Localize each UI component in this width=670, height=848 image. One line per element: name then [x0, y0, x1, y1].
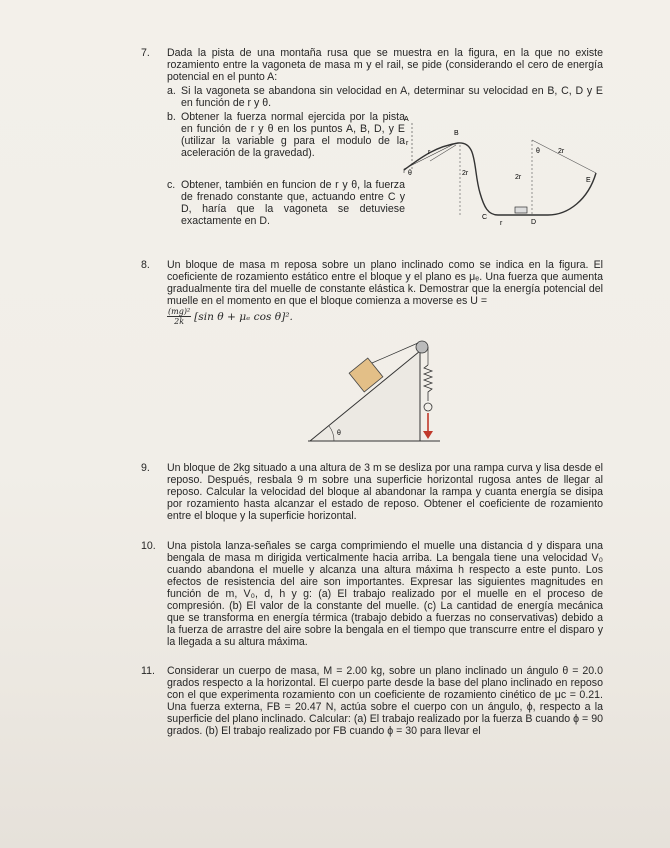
- problem-8-formula: [167, 307, 293, 326]
- spring: [424, 365, 432, 401]
- force-arrowhead: [423, 431, 433, 439]
- roller-coaster-figure: [398, 115, 603, 235]
- cart: [515, 207, 527, 213]
- part-letter: c.: [167, 179, 176, 191]
- spring-ring: [424, 403, 432, 411]
- problem-intro: Dada la pista de una montaña rusa que se muestra en la figura, en la que no existe rozamiento entre la vagoneta de masa m y el rail, se pide (considerando el cero de energía potencial en el punto A:: [167, 47, 603, 83]
- label-r-mid: r: [428, 149, 431, 156]
- label-r-bottom: r: [500, 220, 503, 227]
- formula-fraction: [167, 307, 191, 326]
- label-2r-right: 2r: [558, 148, 565, 155]
- label-theta-left: θ: [408, 170, 412, 177]
- part-text: Obtener la fuerza normal ejercida por la pista en función de r y θ en los puntos A, B, D, y E (utilizar la variable g para el modulo de la aceleración de la gravedad).: [181, 111, 405, 159]
- label-theta: θ: [337, 430, 341, 437]
- label-2r-left: 2r: [462, 170, 469, 177]
- problem-number: 10.: [141, 540, 156, 552]
- part-text: Obtener, también en funcion de r y θ, la fuerza de frenado constante que, actuando entre C y D, haría que la vagoneta se detuviese exactamente en D.: [181, 179, 405, 227]
- label-e: E: [586, 177, 591, 184]
- label-a: A: [404, 116, 409, 123]
- formula-numerator: (mg)²: [168, 307, 191, 316]
- problem-number: 8.: [141, 259, 150, 271]
- formula-denominator: 2k: [174, 317, 185, 326]
- problem-number: 11.: [141, 665, 155, 677]
- track-path: [404, 143, 596, 215]
- part-text: Si la vagoneta se abandona sin velocidad en A, determinar su velocidad en B, C, D y E en función de r y θ.: [181, 85, 603, 109]
- part-letter: a.: [167, 85, 176, 97]
- label-2r-mid: 2r: [515, 174, 522, 181]
- label-d: D: [531, 219, 537, 226]
- problem-text: Una pistola lanza-señales se carga comprimiendo el muelle una distancia d y dispara una bengala de masa m dirigida verticalmente hacia arriba. La bengala tiene una velocidad V₀ cuando abandona el muelle y alcanza una altura máxima h respecto a este punto. Los efectos de resistencia del aire son importantes. Expresar las siguientes magnitudes en función de m, V₀, d, h y g: (a) El trabajo realizado por el muelle en el proceso de compresión. (b) El valor de la constante del muelle. (c) La cantidad de energía mecánica que se transforma en energía térmica (trabajo debido a fuerzas no conservativas) debido a la fuerza de arrastre del aire sobre la bengala en el tiempo que transcurre entre el disparo y la llegada a su altura máxima.: [167, 540, 603, 648]
- problem-number: 7.: [141, 47, 150, 59]
- problem-number: 9.: [141, 462, 150, 474]
- part-letter: b.: [167, 111, 176, 123]
- label-c: C: [482, 214, 488, 221]
- incline-spring-figure: [300, 333, 450, 448]
- label-r-top: r: [406, 140, 409, 147]
- radius-line-e: [532, 140, 596, 173]
- label-theta-right: θ: [536, 148, 540, 155]
- problem-text: Considerar un cuerpo de masa, M = 2.00 kg, sobre un plano inclinado un ángulo θ = 20.0 grados respecto a la horizontal. El cuerpo parte desde la base del plano inclinado en reposo con el que experimenta rozamiento con un coeficiente de rozamiento cinético de μc = 0.21. Una fuerza externa, FB = 20.47 N, actúa sobre el cuerpo con un ángulo, ϕ, respecto a la superficie del plano inclinado. Calcular: (a) El trabajo realizado por la fuerza B cuando ϕ = 90 grados. (b) El trabajo realizado por FB cuando ϕ = 30 para llevar el: [167, 665, 603, 737]
- problem-text: Un bloque de masa m reposa sobre un plano inclinado como se indica en la figura. El coeficiente de rozamiento estático entre el bloque y el plano es μₑ. Una fuerza que aumenta gradualmente tira del muelle de constante elástica k. Demostrar que la energía potencial del muelle en el momento en que el bloque comienza a moverse es U =: [167, 259, 603, 307]
- label-b: B: [454, 130, 459, 137]
- formula-rest: [sin θ + μₑ cos θ]².: [194, 310, 293, 323]
- problem-text: Un bloque de 2kg situado a una altura de 3 m se desliza por una rampa curva y lisa desde el reposo. Después, resbala 9 m sobre una superficie horizontal rugosa antes de llegar al reposo. Calcular la velocidad del bloque al abandonar la rampa y cuanta energía se disipa por rozamiento hasta alcanzar el estado de reposo. Obtener el coeficiente de rozamiento entre el bloque y la superficie horizontal.: [167, 462, 603, 522]
